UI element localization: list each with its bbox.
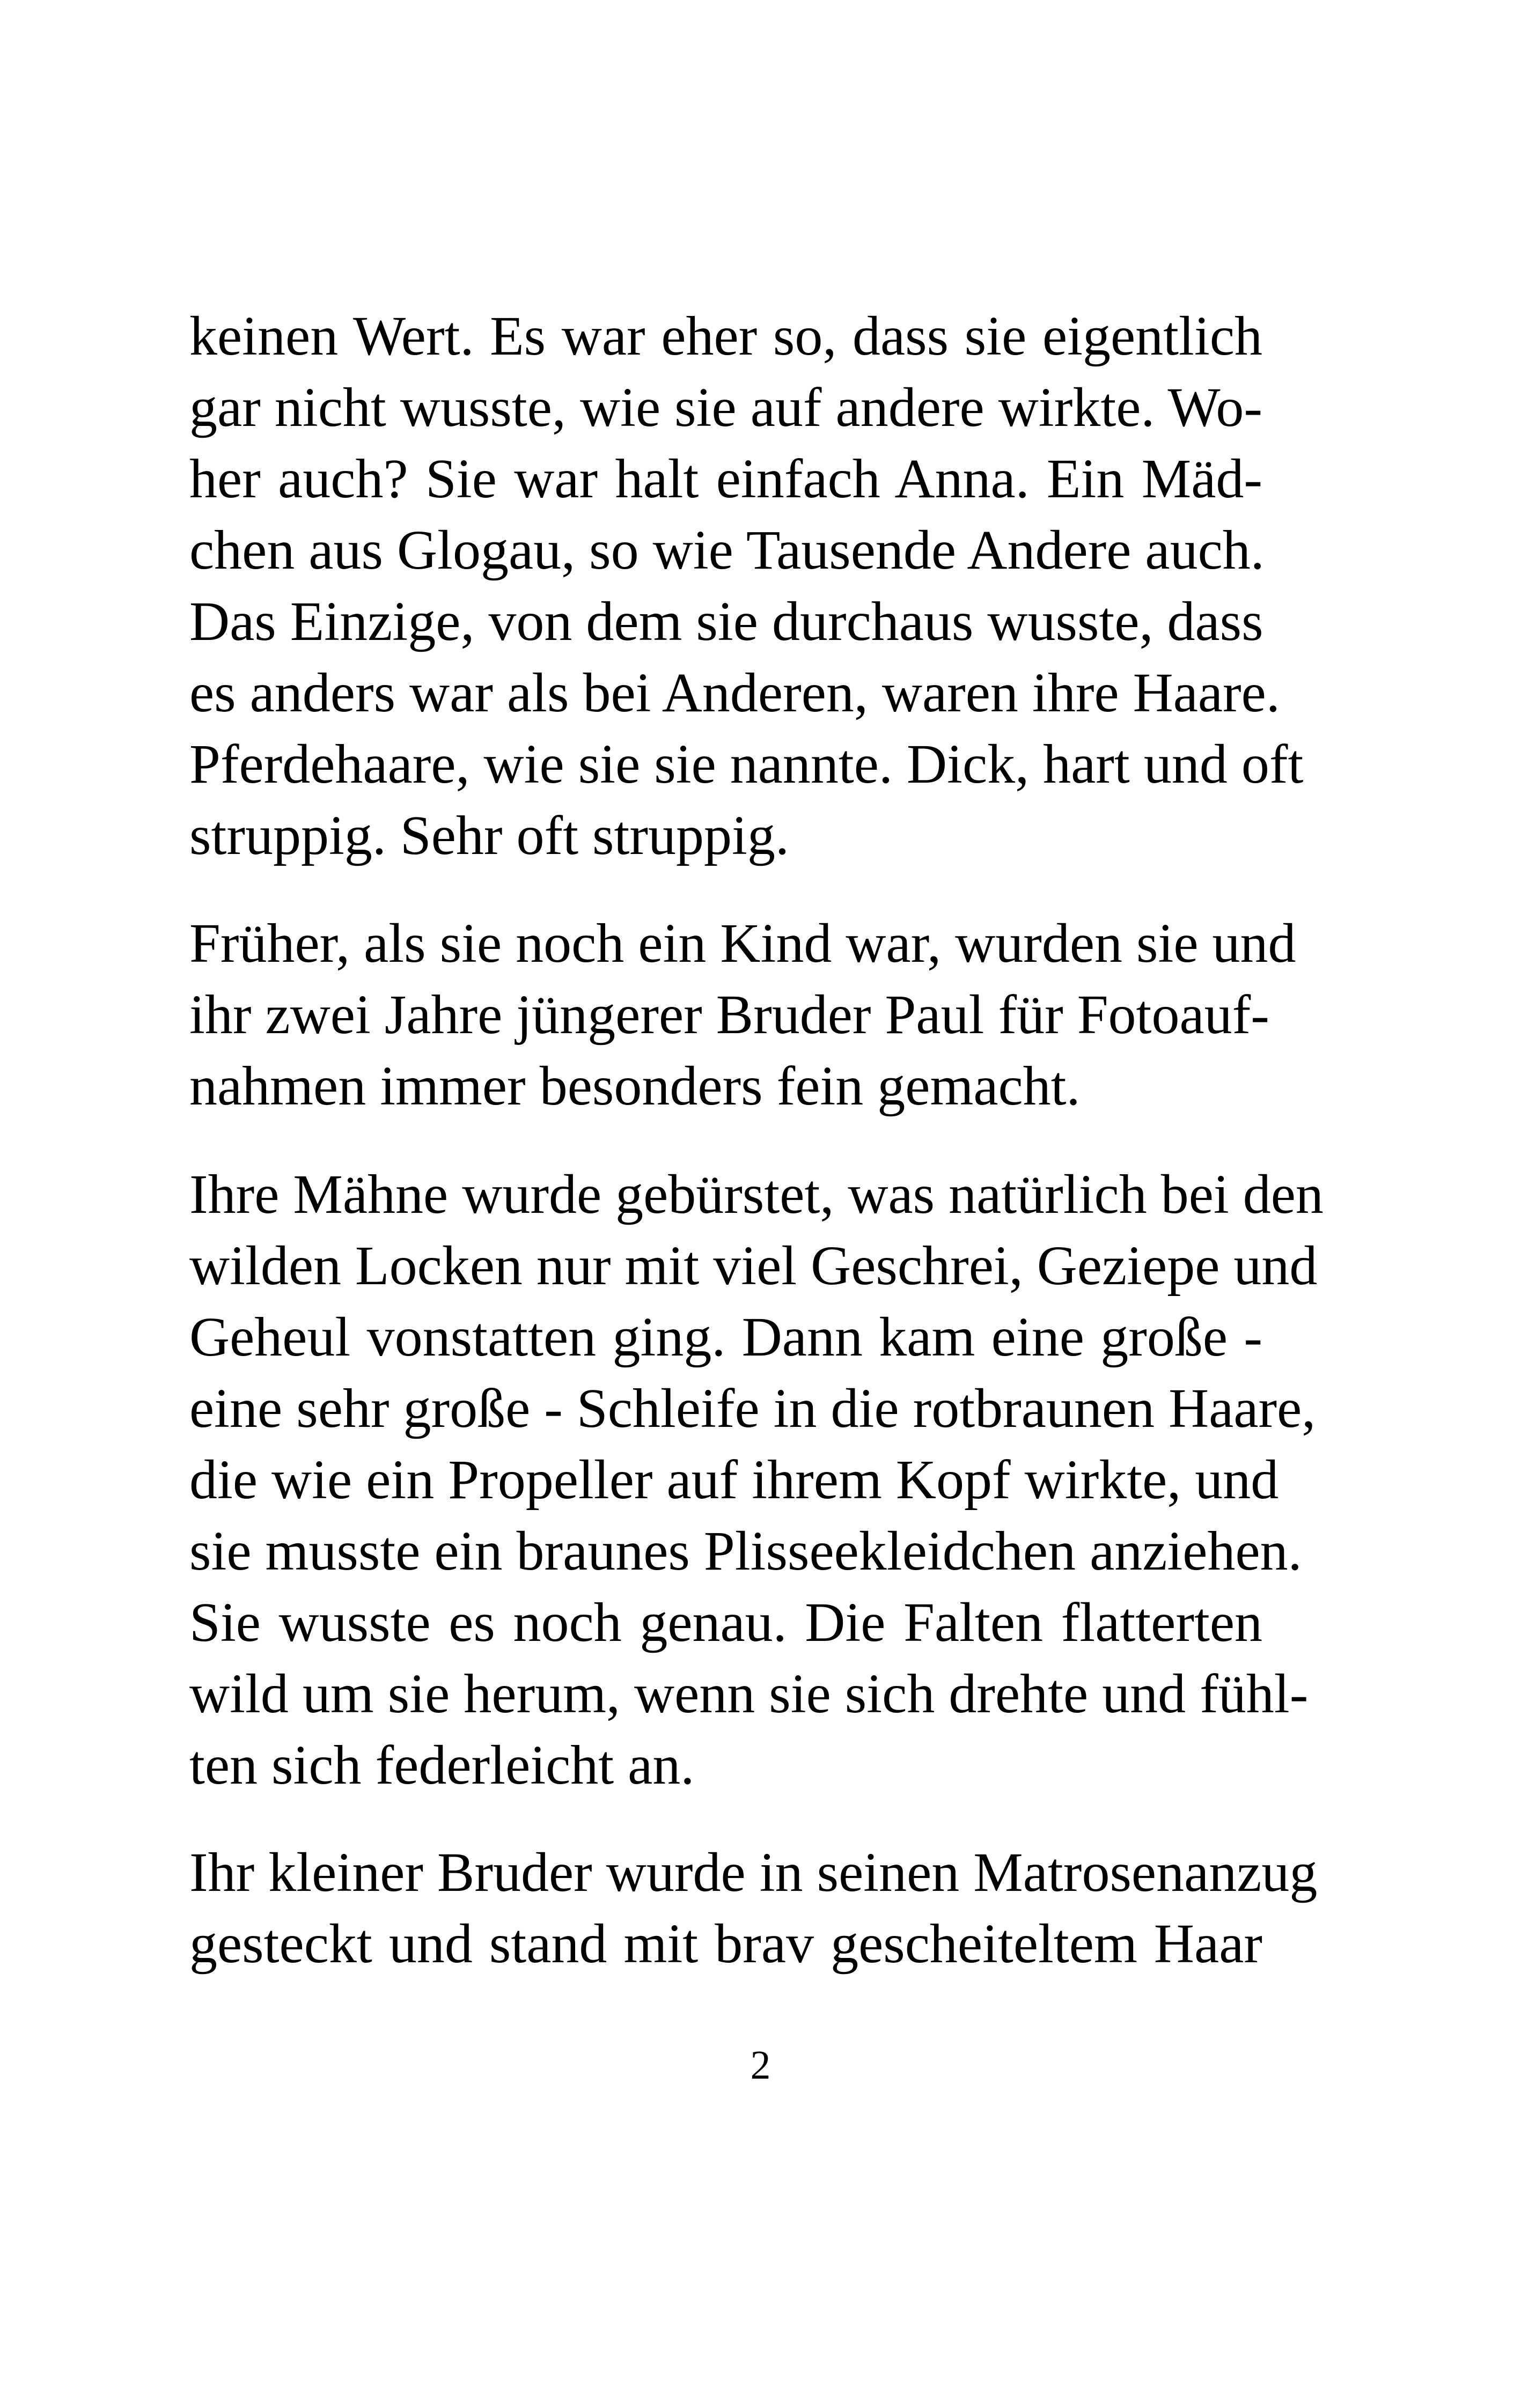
text-line: wild um sie herum, wenn sie sich drehte und fühl-: [189, 1663, 1309, 1725]
paragraph-3: [189, 1159, 1324, 1801]
text-line: Sie wusste es noch genau. Die Falten flatterten: [189, 1592, 1262, 1653]
text-line: struppig. Sehr oft struppig.: [189, 805, 789, 866]
text-line: Früher, als sie noch ein Kind war, wurden sie und: [189, 912, 1296, 974]
page-number: 2: [750, 2043, 771, 2088]
paragraph-1: [189, 300, 1304, 871]
text-line: wilden Locken nur mit viel Geschrei, Geziepe und: [189, 1235, 1318, 1297]
text-line: her auch? Sie war halt einfach Anna. Ein Mäd-: [189, 448, 1262, 510]
text-line: es anders war als bei Anderen, waren ihre Haare.: [189, 662, 1280, 724]
paragraph-2: [189, 908, 1296, 1122]
text-line: nahmen immer besonders fein gemacht.: [189, 1055, 1081, 1117]
paragraph-4: [189, 1837, 1318, 1979]
text-line: gesteckt und stand mit brav gescheiteltem Haar: [189, 1913, 1262, 1975]
text-line: ten sich federleicht an.: [189, 1734, 695, 1796]
text-line: eine sehr große - Schleife in die rotbraunen Haare,: [189, 1378, 1316, 1439]
text-line: sie musste ein braunes Plisseekleidchen anziehen.: [189, 1520, 1302, 1582]
text-line: ihr zwei Jahre jüngerer Bruder Paul für Fotoauf-: [189, 984, 1269, 1045]
text-line: die wie ein Propeller auf ihrem Kopf wirkte, und: [189, 1449, 1279, 1511]
text-line: Pferdehaare, wie sie sie nannte. Dick, hart und oft: [189, 733, 1304, 795]
text-line: Das Einzige, von dem sie durchaus wusste, dass: [189, 591, 1263, 652]
text-line: keinen Wert. Es war eher so, dass sie eigentlich: [189, 305, 1262, 367]
text-line: gar nicht wusste, wie sie auf andere wirkte. Wo-: [189, 377, 1262, 438]
text-line: Ihr kleiner Bruder wurde in seinen Matrosenanzug: [189, 1842, 1318, 1903]
text-line: chen aus Glogau, so wie Tausende Andere auch.: [189, 519, 1265, 581]
text-line: Ihre Mähne wurde gebürstet, was natürlich bei den: [189, 1164, 1324, 1225]
text-line: Geheul vonstatten ging. Dann kam eine große -: [189, 1306, 1262, 1368]
